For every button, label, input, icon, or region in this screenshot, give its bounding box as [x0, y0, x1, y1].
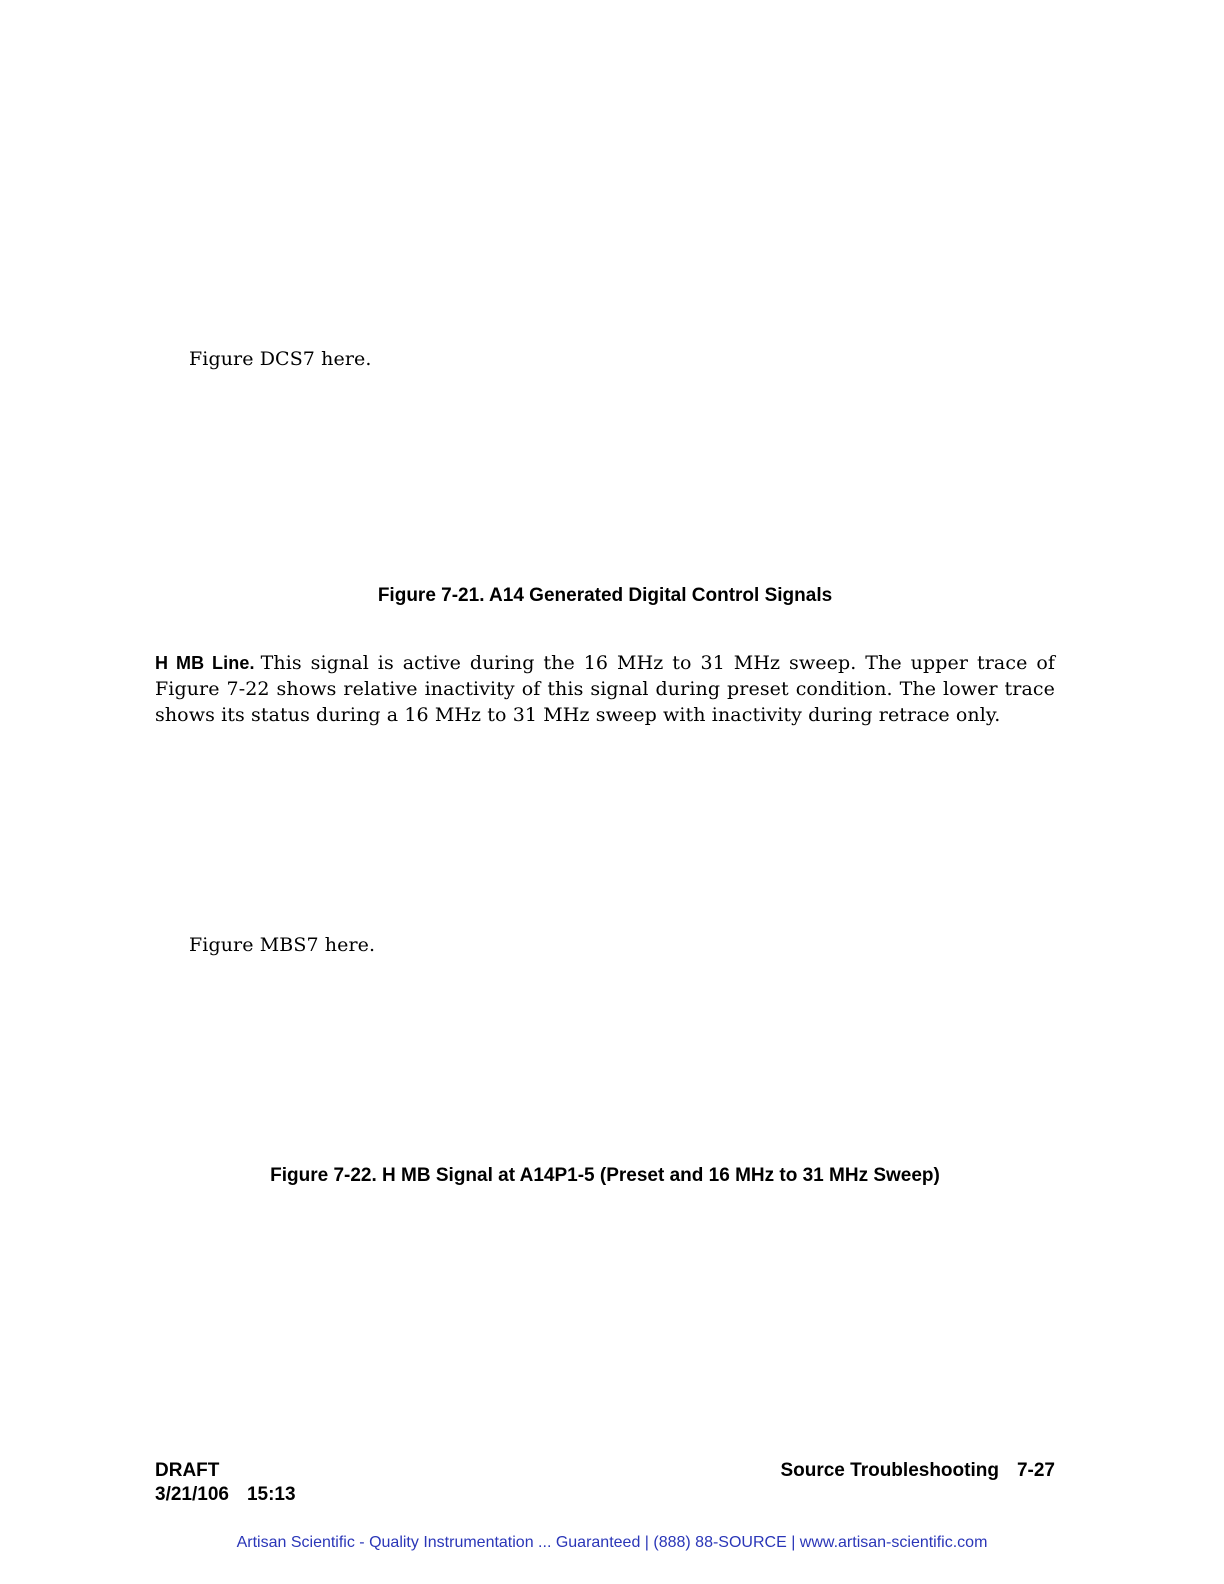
- footer-section-title: Source Troubleshooting: [780, 1460, 999, 1481]
- paragraph-lead-heading: H MB Line.: [155, 653, 255, 673]
- footer-section-page: [780, 1459, 1055, 1483]
- figure-7-22-caption: Figure 7-22. H MB Signal at A14P1-5 (Preset and 16 MHz to 31 MHz Sweep): [270, 1165, 940, 1186]
- vendor-banner-link[interactable]: Artisan Scientific - Quality Instrumentation ... Guaranteed | (888) 88-SOURCE | www.artisan-scientific.com: [236, 1534, 988, 1551]
- paragraph-body-text: This signal is active during the 16 MHz to 31 MHz sweep. The upper trace of Figure 7-22 shows relative inactivity of this signal during preset condition. The lower trace shows its status during a 16 MHz to 31 MHz sweep with inactivity during retrace only.: [155, 652, 1056, 726]
- footer-date: 3/21/106: [155, 1484, 229, 1505]
- footer-datetime: [155, 1483, 296, 1507]
- footer-page-number: 7-27: [1016, 1460, 1055, 1481]
- h-mb-line-paragraph: [155, 650, 1055, 728]
- footer-time: 15:13: [246, 1484, 296, 1505]
- figure-7-21-caption: Figure 7-21. A14 Generated Digital Control Signals: [377, 585, 833, 606]
- footer-draft-label: DRAFT: [155, 1460, 220, 1481]
- figure-mbs7-placeholder: Figure MBS7 here.: [189, 934, 376, 956]
- figure-dcs7-placeholder: Figure DCS7 here.: [189, 348, 372, 370]
